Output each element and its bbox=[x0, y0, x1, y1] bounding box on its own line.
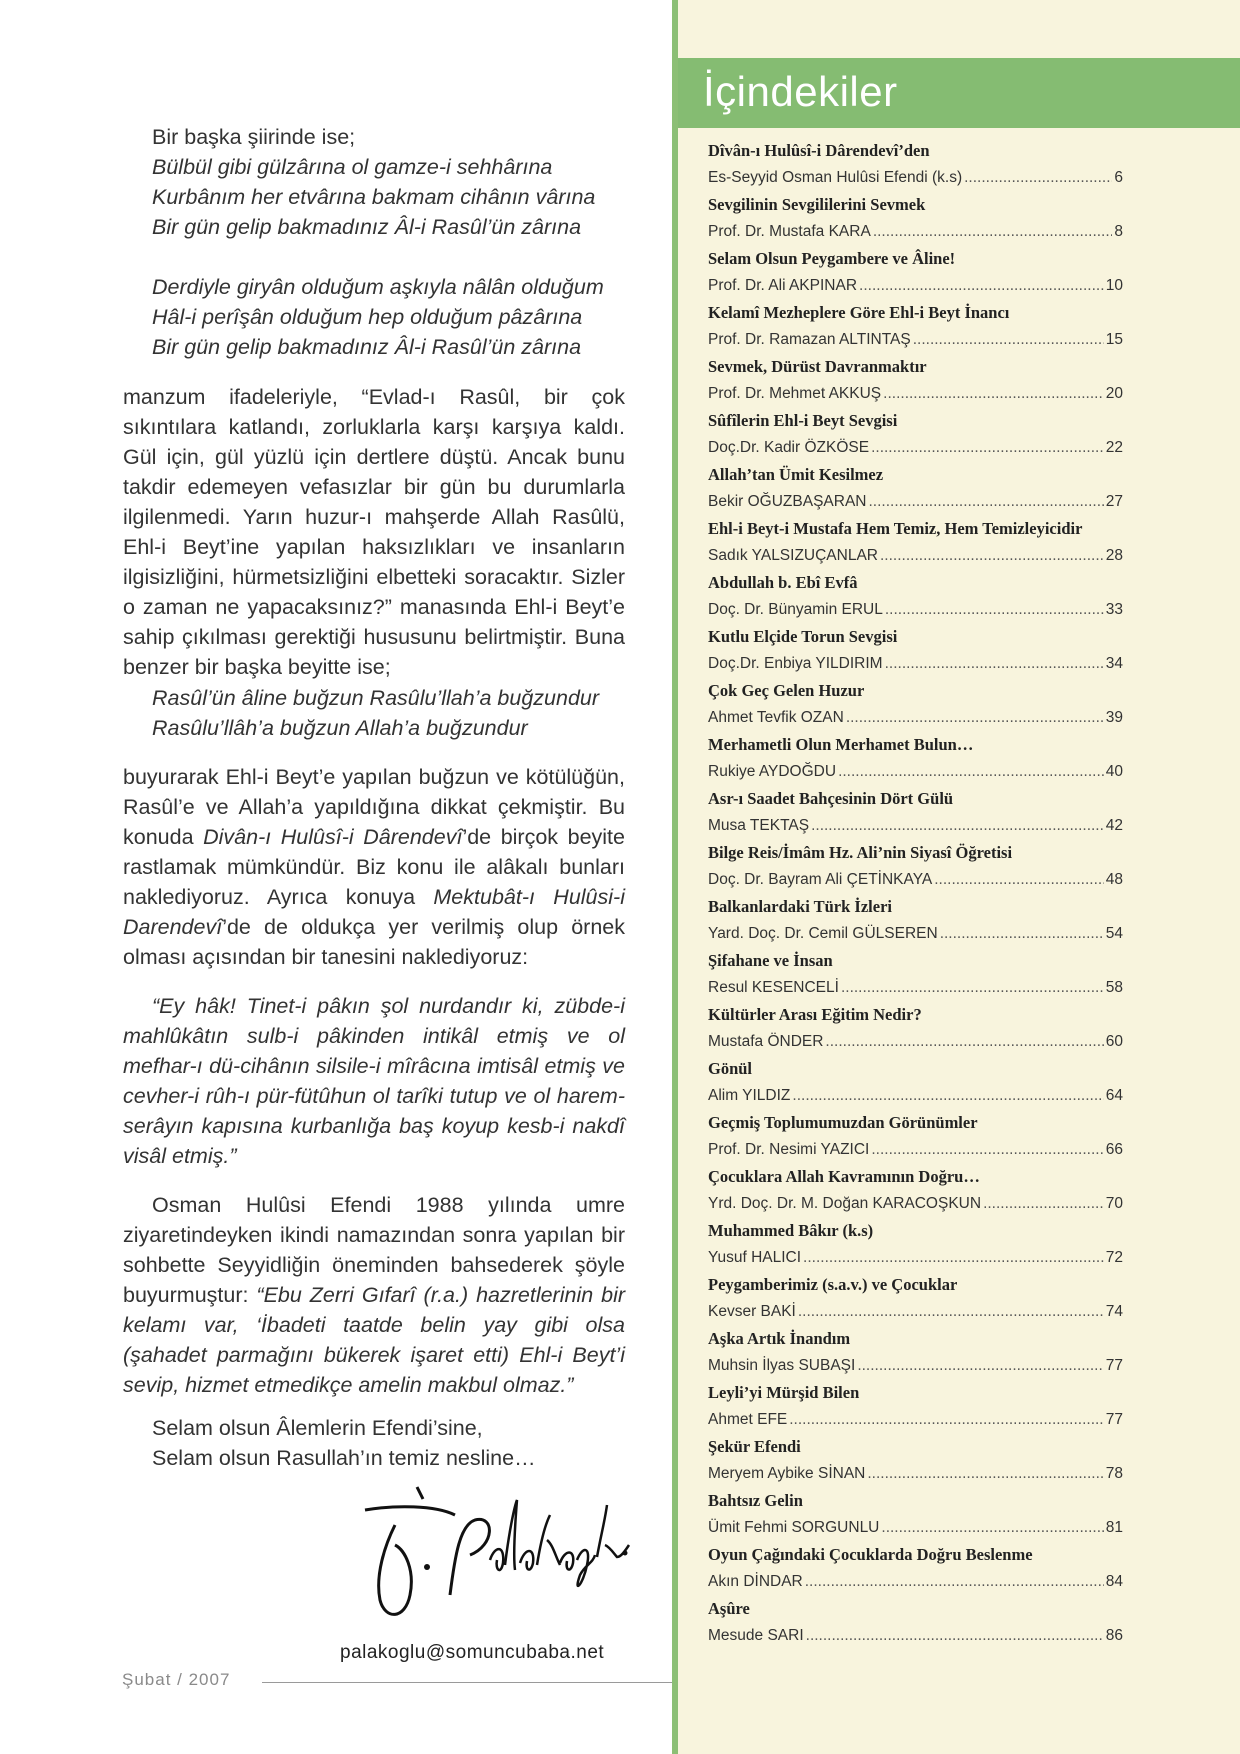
contents-item-author: Rukiye AYDOĞDU bbox=[708, 763, 837, 780]
author-email[interactable]: palakoglu@somuncubaba.net bbox=[340, 1642, 605, 1663]
contents-item-page: 81 bbox=[1105, 1519, 1123, 1536]
contents-item-title: Şifahane ve İnsan bbox=[708, 951, 833, 970]
contents-item-title: Peygamberimiz (s.a.v.) ve Çocuklar bbox=[708, 1275, 958, 1294]
footer-rule bbox=[262, 1682, 672, 1683]
dot-leader bbox=[871, 1136, 1103, 1163]
contents-item-author: Ahmet Tevfik OZAN bbox=[708, 709, 844, 726]
contents-item-author: Musa TEKTAŞ bbox=[708, 817, 810, 834]
dot-leader bbox=[798, 1298, 1104, 1325]
book-title: Divân-ı Hulûsî-i Dârendevî bbox=[203, 825, 463, 849]
contents-item[interactable] bbox=[708, 515, 1123, 569]
contents-item-author-row bbox=[708, 1352, 1123, 1379]
contents-item-author: Muhsin İlyas SUBAŞI bbox=[708, 1357, 856, 1374]
contents-item-title: Kelamî Mezheplere Göre Ehl-i Beyt İnancı bbox=[708, 303, 1010, 322]
contents-title: İçindekiler bbox=[703, 68, 898, 115]
contents-item-author: Yusuf HALICI bbox=[708, 1249, 802, 1266]
contents-item-page: 15 bbox=[1105, 331, 1123, 348]
contents-item-title: Sevgilinin Sevgililerini Sevmek bbox=[708, 195, 926, 214]
dot-leader bbox=[857, 1352, 1103, 1379]
dot-leader bbox=[792, 1082, 1103, 1109]
contents-item-author: Prof. Dr. Nesimi YAZICI bbox=[708, 1141, 870, 1158]
contents-item-author: Bekir OĞUZBAŞARAN bbox=[708, 493, 867, 510]
verse-line: Hâl-i perîşân olduğum hep olduğum pâzârına bbox=[152, 305, 583, 329]
contents-item-author-row bbox=[708, 218, 1123, 245]
contents-item-author-row bbox=[708, 272, 1123, 299]
dot-leader bbox=[803, 1244, 1104, 1271]
contents-item-author-row bbox=[708, 1244, 1123, 1271]
dot-leader bbox=[983, 1190, 1104, 1217]
contents-item-author: Yard. Doç. Dr. Cemil GÜLSEREN bbox=[708, 925, 938, 942]
verse-intro: Bir başka şiirinde ise; bbox=[152, 125, 356, 149]
contents-item-author-row bbox=[708, 1082, 1123, 1109]
contents-item[interactable] bbox=[708, 245, 1123, 299]
contents-item-author-row bbox=[708, 164, 1123, 191]
contents-item[interactable] bbox=[708, 893, 1123, 947]
contents-item-page: 42 bbox=[1105, 817, 1123, 834]
contents-item-page: 10 bbox=[1105, 277, 1123, 294]
quote-block bbox=[123, 991, 625, 1171]
verse-line: Rasûlu’llâh’a buğzun Allah’a buğzundur bbox=[152, 716, 528, 740]
contents-item-page: 48 bbox=[1105, 871, 1123, 888]
poem-block-3 bbox=[152, 683, 599, 743]
contents-item[interactable] bbox=[708, 353, 1123, 407]
paragraph-2-text: ’de birçok beyite rastlamak mümkündür. Biz konu ile alâkalı bunları naklediyoruz. Ayrıca konuya bbox=[123, 825, 625, 909]
dot-leader bbox=[805, 1568, 1104, 1595]
contents-item-title: Aşka Artık İnandım bbox=[708, 1329, 851, 1348]
contents-item[interactable] bbox=[708, 839, 1123, 893]
contents-item-author: Resul KESENCELİ bbox=[708, 979, 839, 996]
verse-line: Bir gün gelip bakmadınız Âl-i Rasûl’ün zârına bbox=[152, 335, 582, 359]
contents-item[interactable] bbox=[708, 623, 1123, 677]
contents-item-title: Selam Olsun Peygambere ve Âline! bbox=[708, 249, 956, 268]
contents-item-author-row bbox=[708, 542, 1123, 569]
contents-item-author: Doç.Dr. Enbiya YILDIRIM bbox=[708, 655, 883, 672]
dot-leader bbox=[846, 704, 1104, 731]
contents-item-author-row bbox=[708, 488, 1123, 515]
contents-item-author: Prof. Dr. Ali AKPINAR bbox=[708, 277, 858, 294]
paragraph-2 bbox=[123, 762, 625, 972]
dot-leader bbox=[964, 164, 1112, 191]
contents-item-author-row bbox=[708, 758, 1123, 785]
contents-item[interactable] bbox=[708, 785, 1123, 839]
dot-leader bbox=[806, 1622, 1104, 1649]
contents-item[interactable] bbox=[708, 299, 1123, 353]
poem-block-2 bbox=[152, 272, 604, 362]
quote-text: “Ey hâk! Tinet-i pâkın şol nurdandır ki, zübde-i mahlûkâtın sulb-i pâkinden intikâl etmiş ve ol mefhar-ı dü-cihânın silsile-i mîrâcına imtisâl etmiş ve cevher-i rûh-ı pür-fütûhun ol tarîki tutup ve ol harem-serâyın kapısına kurbanlığa baş koyup kesb-i nakdî visâl etmiş.” bbox=[123, 994, 625, 1168]
dot-leader bbox=[871, 434, 1104, 461]
contents-item-title: Sevmek, Dürüst Davranmaktır bbox=[708, 357, 927, 376]
dot-leader bbox=[873, 218, 1113, 245]
contents-item-page: 20 bbox=[1105, 385, 1123, 402]
contents-item-author-row bbox=[708, 596, 1123, 623]
contents-item-title: Balkanlardaki Türk İzleri bbox=[708, 897, 892, 916]
contents-item-author-row bbox=[708, 650, 1123, 677]
contents-header bbox=[678, 58, 1240, 128]
contents-item-author-row bbox=[708, 1028, 1123, 1055]
contents-list bbox=[708, 137, 1123, 1649]
contents-item-title: Oyun Çağındaki Çocuklarda Doğru Beslenme bbox=[708, 1545, 1033, 1564]
paragraph-3-text: Osman Hulûsi Efendi 1988 yılında umre ziyaretindeyken ikindi namazından sonra yapılan bir sohbette Seyyidliğin öneminden bahsederek şöyle buyurmuştur: bbox=[123, 1193, 625, 1307]
contents-item-title: Şekür Efendi bbox=[708, 1437, 801, 1456]
dot-leader bbox=[841, 974, 1104, 1001]
contents-item[interactable] bbox=[708, 1325, 1123, 1379]
contents-item-page: 84 bbox=[1105, 1573, 1123, 1590]
contents-item-page: 64 bbox=[1105, 1087, 1123, 1104]
closing-line: Selam olsun Âlemlerin Efendi’sine, bbox=[152, 1416, 483, 1440]
verse-line: Derdiyle giryân olduğum aşkıyla nâlân olduğum bbox=[152, 275, 604, 299]
contents-item-author-row bbox=[708, 1622, 1123, 1649]
dot-leader bbox=[940, 920, 1104, 947]
contents-item-page: 54 bbox=[1105, 925, 1123, 942]
contents-item-page: 27 bbox=[1105, 493, 1123, 510]
contents-item-title: Ehl-i Beyt-i Mustafa Hem Temiz, Hem Temizleyicidir bbox=[708, 519, 1083, 538]
book-title: Mektubât-ı Hulûsi-i Darendevî bbox=[123, 885, 625, 939]
contents-item-author: Prof. Dr. Mustafa KARA bbox=[708, 223, 871, 240]
paragraph-2-text: ’de de oldukça yer verilmiş olup örnek olması açısından bir tanesini naklediyoruz: bbox=[123, 915, 625, 969]
contents-item[interactable] bbox=[708, 731, 1123, 785]
contents-item-author-row bbox=[708, 1190, 1123, 1217]
contents-item[interactable] bbox=[708, 137, 1123, 191]
contents-item[interactable] bbox=[708, 1271, 1123, 1325]
verse-line: Kurbânım her etvârına bakmam cihânın vârına bbox=[152, 185, 596, 209]
dot-leader bbox=[885, 596, 1104, 623]
dot-leader bbox=[859, 272, 1104, 299]
contents-item-author: Doç. Dr. Bünyamin ERUL bbox=[708, 601, 883, 618]
paragraph-3 bbox=[123, 1190, 625, 1400]
contents-item[interactable] bbox=[708, 947, 1123, 1001]
dot-leader bbox=[881, 1514, 1103, 1541]
contents-item-page: 58 bbox=[1105, 979, 1123, 996]
contents-item-title: Kültürler Arası Eğitim Nedir? bbox=[708, 1005, 922, 1024]
dot-leader bbox=[934, 866, 1104, 893]
contents-item-author: Yrd. Doç. Dr. M. Doğan KARACOŞKUN bbox=[708, 1195, 982, 1212]
dot-leader bbox=[811, 812, 1104, 839]
contents-item-title: Dîvân-ı Hulûsî-i Dârendevî’den bbox=[708, 141, 930, 160]
contents-item-author: Sadık YALSIZUÇANLAR bbox=[708, 547, 878, 564]
contents-item-title: Kutlu Elçide Torun Sevgisi bbox=[708, 627, 898, 646]
paragraph-1: manzum ifadeleriyle, “Evlad-ı Rasûl, bir çok sıkıntılara katlandı, zorluklarla karşı karşıya kaldı. Gül için, gül yüzlü için dertlere düştü. Ancak bunu takdir edemeyen vefasızlar bir gün bu durumlarla ilgilenmedi. Yarın huzur-ı mahşerde Allah Rasûlü, Ehl-i Beyt’ine yapılan haksızlıkları ve insanların ilgisizliğini, hürmetsizliğini elbetteki soracaktır. Sizler o zaman ne yapacaksınız?” manasında Ehl-i Beyt’e sahip çıkılması gerektiği hususunu belirtmiştir. Buna benzer bir başka beyitte ise; bbox=[123, 385, 625, 679]
contents-item[interactable] bbox=[708, 677, 1123, 731]
contents-item[interactable] bbox=[708, 1541, 1123, 1595]
contents-item-title: Merhametli Olun Merhamet Bulun… bbox=[708, 735, 974, 754]
contents-item-page: 40 bbox=[1105, 763, 1123, 780]
contents-item-author-row bbox=[708, 1406, 1123, 1433]
contents-item-author-row bbox=[708, 812, 1123, 839]
contents-item-title: Aşûre bbox=[708, 1599, 750, 1618]
contents-item[interactable] bbox=[708, 1109, 1123, 1163]
dot-leader bbox=[825, 1028, 1103, 1055]
contents-item-author: Meryem Aybike SİNAN bbox=[708, 1465, 866, 1482]
contents-item[interactable] bbox=[708, 1433, 1123, 1487]
contents-item-title: Geçmiş Toplumumuzdan Görünümler bbox=[708, 1113, 978, 1132]
contents-item-title: Bahtsız Gelin bbox=[708, 1491, 803, 1510]
contents-item-title: Çocuklara Allah Kavramının Doğru… bbox=[708, 1167, 980, 1186]
contents-item-author-row bbox=[708, 1460, 1123, 1487]
contents-item-author: Prof. Dr. Ramazan ALTINTAŞ bbox=[708, 331, 911, 348]
contents-item-title: Allah’tan Ümit Kesilmez bbox=[708, 465, 884, 484]
signature-image bbox=[355, 1485, 635, 1635]
contents-item[interactable] bbox=[708, 1487, 1123, 1541]
contents-item-title: Abdullah b. Ebî Evfâ bbox=[708, 573, 858, 592]
contents-item-author-row bbox=[708, 974, 1123, 1001]
dot-leader bbox=[867, 1460, 1103, 1487]
contents-item-author-row bbox=[708, 704, 1123, 731]
closing-lines bbox=[152, 1413, 536, 1473]
contents-item-author-row bbox=[708, 1514, 1123, 1541]
contents-item[interactable] bbox=[708, 1217, 1123, 1271]
contents-item-page: 28 bbox=[1105, 547, 1123, 564]
contents-item-title: Muhammed Bâkır (k.s) bbox=[708, 1221, 874, 1240]
contents-item-author: Kevser BAKİ bbox=[708, 1303, 796, 1320]
contents-item-page: 74 bbox=[1105, 1303, 1123, 1320]
closing-line: Selam olsun Rasullah’ın temiz nesline… bbox=[152, 1446, 536, 1470]
contents-item-title: Gönül bbox=[708, 1059, 753, 1078]
contents-item-page: 34 bbox=[1105, 655, 1123, 672]
contents-item-title: Leyli’yi Mürşid Bilen bbox=[708, 1383, 860, 1402]
contents-item-page: 60 bbox=[1105, 1033, 1123, 1050]
dot-leader bbox=[880, 542, 1104, 569]
verse-line: Rasûl’ün âline buğzun Rasûlu’llah’a buğzundur bbox=[152, 686, 600, 710]
contents-item-author-row bbox=[708, 920, 1123, 947]
paragraph-3-quote: “Ebu Zerri Gıfarî (r.a.) hazretlerinin bir kelamı var, ‘İbadeti taatde belin yay gibi olsa (şahadet parmağını bükerek işaret etti) Ehl-i Beyt’i sevip, hizmet etmedikçe amelin makbul olmaz.” bbox=[123, 1283, 626, 1397]
contents-item-title: Çok Geç Gelen Huzur bbox=[708, 681, 865, 700]
dot-leader bbox=[883, 380, 1104, 407]
contents-item[interactable] bbox=[708, 191, 1123, 245]
contents-item-page: 22 bbox=[1105, 439, 1123, 456]
contents-item[interactable] bbox=[708, 1379, 1123, 1433]
contents-item-author: Ahmet EFE bbox=[708, 1411, 788, 1428]
contents-item-author-row bbox=[708, 380, 1123, 407]
contents-item[interactable] bbox=[708, 1055, 1123, 1109]
contents-item-page: 8 bbox=[1114, 223, 1123, 240]
contents-item-author-row bbox=[708, 326, 1123, 353]
contents-item-author-row bbox=[708, 1568, 1123, 1595]
contents-item-page: 66 bbox=[1105, 1141, 1123, 1158]
contents-item-author: Mesude SARI bbox=[708, 1627, 804, 1644]
poem-block-1 bbox=[152, 122, 595, 242]
contents-sidebar bbox=[678, 0, 1240, 1754]
contents-item-author-row bbox=[708, 866, 1123, 893]
contents-item-author: Alim YILDIZ bbox=[708, 1087, 791, 1104]
contents-item-page: 77 bbox=[1105, 1357, 1123, 1374]
contents-item-title: Asr-ı Saadet Bahçesinin Dört Gülü bbox=[708, 789, 954, 808]
contents-item-page: 70 bbox=[1105, 1195, 1123, 1212]
contents-item-author-row bbox=[708, 1136, 1123, 1163]
contents-item[interactable] bbox=[708, 1001, 1123, 1055]
contents-item[interactable] bbox=[708, 1595, 1123, 1649]
issue-date: Şubat / 2007 bbox=[122, 1670, 231, 1689]
dot-leader bbox=[913, 326, 1104, 353]
paragraph-2-text: buyurarak Ehl-i Beyt’e yapılan buğzun ve kötülüğün, Rasûl’e ve Allah’a yapıldığına dikkat çekmiştir. Bu konuda bbox=[123, 765, 625, 849]
contents-item-author: Doç.Dr. Kadir ÖZKÖSE bbox=[708, 439, 870, 456]
contents-item-author-row bbox=[708, 434, 1123, 461]
verse-line: Bülbül gibi gülzârına ol gamze-i sehhârına bbox=[152, 155, 553, 179]
contents-item[interactable] bbox=[708, 461, 1123, 515]
dot-leader bbox=[868, 488, 1103, 515]
contents-item-author: Mustafa ÖNDER bbox=[708, 1033, 824, 1050]
contents-item-page: 72 bbox=[1105, 1249, 1123, 1266]
dot-leader bbox=[885, 650, 1104, 677]
contents-item-page: 33 bbox=[1105, 601, 1123, 618]
contents-item-title: Bilge Reis/İmâm Hz. Ali’nin Siyasî Öğretisi bbox=[708, 843, 1013, 862]
contents-item-page: 39 bbox=[1105, 709, 1123, 726]
contents-item-page: 77 bbox=[1105, 1411, 1123, 1428]
contents-item-author: Es-Seyyid Osman Hulûsi Efendi (k.s) bbox=[708, 169, 963, 186]
contents-item[interactable] bbox=[708, 1163, 1123, 1217]
contents-item-author: Prof. Dr. Mehmet AKKUŞ bbox=[708, 385, 882, 402]
contents-item[interactable] bbox=[708, 569, 1123, 623]
contents-item-author: Ümit Fehmi SORGUNLU bbox=[708, 1519, 880, 1536]
contents-item-page: 6 bbox=[1114, 169, 1123, 186]
contents-item-page: 86 bbox=[1105, 1627, 1123, 1644]
contents-item-page: 78 bbox=[1105, 1465, 1123, 1482]
contents-item[interactable] bbox=[708, 407, 1123, 461]
contents-item-author-row bbox=[708, 1298, 1123, 1325]
dot-leader bbox=[789, 1406, 1104, 1433]
verse-line: Bir gün gelip bakmadınız Âl-i Rasûl’ün zârına bbox=[152, 215, 582, 239]
contents-item-author: Doç. Dr. Bayram Ali ÇETİNKAYA bbox=[708, 871, 933, 888]
contents-item-title: Sûfîlerin Ehl-i Beyt Sevgisi bbox=[708, 411, 898, 430]
dot-leader bbox=[838, 758, 1104, 785]
contents-item-author: Akın DİNDAR bbox=[708, 1573, 803, 1590]
